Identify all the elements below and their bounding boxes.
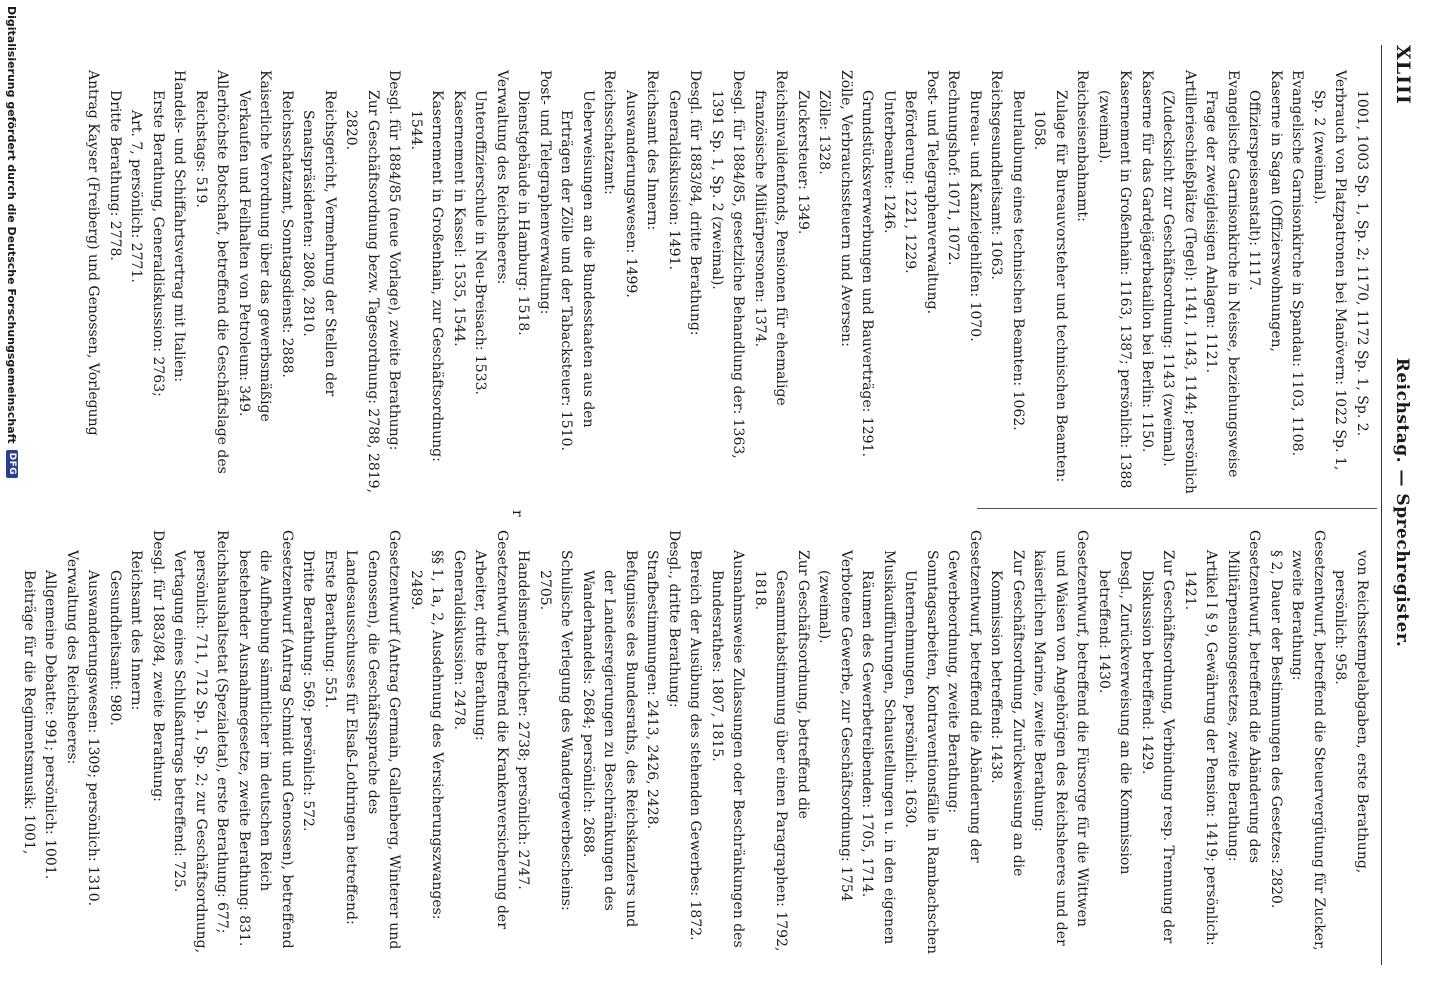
index-entry: Handels- und Schiffahrtsvertrag mit Italien: [171,70,188,383]
index-entry: Unteroffizierschule in Neu-Breisach: 1533. [472,90,489,395]
index-entry: Evangelische Garnisonkirche in Spandau: 1103, 1108. [1289,70,1306,457]
index-entry: Post- und Telegraphenverwaltung: [537,70,553,315]
index-entry: Dritte Berathung: 569; persönlich: 572. [300,550,317,832]
index-entry: Kaserne in Sagan (Offizierswohnungen, Offizierspeiseanstalt): 1117. [1246,70,1284,352]
index-entry: Reichseisenbahnamt: [1074,70,1091,222]
index-entry: §§ 1, 1a, 2, Ausdehnung des Versicherungszwanges: 2489. [408,550,446,920]
index-entry: Strafbestimmungen: 2413, 2426, 2428. [644,550,661,830]
index-entry: Bureau- und Kanzleigehilfen: 1070. [967,90,983,342]
index-entry: Verbotene Gewerbe, zur Geschäftsordnung: 1754 (zweimal). [816,550,854,902]
index-entry: Musikaufführungen, Schaustellungen u. in den eigenen Räumen des Gewerbetreibenden: 1705, 1714. [859,550,897,945]
index-entry: Gesetzentwurf, betreffend die Fürsorge für die Wittwen und Waisen von Angehörigen des Reichsheeres und der kaiserlichen Marine, zweite Berathung: [1031,530,1091,946]
index-entry: Verwaltung des Reichsheeres: [494,70,510,285]
index-entry: Zur Geschäftsordnung, Verbindung resp. Trennung der Diskussion betreffend: 1429. [1139,550,1177,944]
index-entry: § 2, Dauer der Bestimmungen des Gesetzes: 2820. [1268,550,1284,909]
index-entry: Desgl., dritte Berathung: [666,530,682,708]
index-entry: Allgemeine Debatte: 991; persönlich: 1001. [42,570,59,880]
digitization-credit [0,0,24,1000]
index-entry: Evangelische Garnisonkirche in Neisse, beziehungsweise Frage der zweigleisigen Anlagen: 1121. [1203,70,1241,478]
index-entry: Desgl. für 1883/84, zweite Berathung: [150,530,166,802]
index-entry: Auswanderungswesen: 1499. [623,90,639,298]
index-entry: Reichsgericht, Vermehrung der Stellen der Senatspräsidenten: 2808, 2810. [300,90,338,397]
index-entry: 1001, 1003 Sp. 1, Sp. 2; 1170, 1172 Sp. 1, Sp. 2. [1354,90,1370,437]
index-entry: Gesetzentwurf, betreffend die Steuervergütung für Zucker, zweite Berathung: [1289,530,1327,951]
signature-mark: r [509,510,525,517]
index-entry: Beiträge für die Regimentsmusik: 1001, [21,570,37,855]
index-entry: Zölle: 1328. [816,90,833,175]
index-entry: Reichshaushaltsetat (Spezialetat), erste Berathung: 677; persönlich: 711, 712 Sp. 1, Sp. 2; zur Geschäftsordnung, Vertagung eines Schlußantrags betreffend: 725. [171,530,231,954]
index-entry: Antrag Kayser (Freiberg) und Genossen, Vorlegung [85,70,102,436]
index-entry: Zur Geschäftsordnung, betreffend die Gesammtabstimmung über einen Paragraphen: 1792, 1818. [752,550,811,952]
index-entry: Erste Berathung: 551. [322,550,338,709]
index-entry: Gesetzentwurf, betreffend die Abänderung der Gewerbeordnung, zweite Berathung: [945,530,983,863]
index-entry: Handelsmeisterbücher: 2738; persönlich: 2747. [515,550,532,890]
index-entry: Kaserne für das Gardejägerbataillon bei Berlin: 1150. [1139,70,1155,453]
index-entry: Verbrauch von Platzpatronen bei Manövern: 1022 Sp. 1, Sp. 2 (zweimal). [1311,70,1349,471]
index-entry: Zölle, Verbrauchssteuern und Aversen: [838,70,854,347]
index-entry: Desgl. für 1884/85, gesetzliche Behandlung der: 1363, 1391 Sp. 1, Sp. 2 (zweimal). [709,70,747,459]
index-entry: Kasernement in Großenhain, zur Geschäftsordnung: 1544. [408,90,446,462]
index-entry: Ueberweisungen an die Bundesstaaten aus den Erträgen der Zölle und der Tabacksteuer: 1510. [558,90,596,451]
index-entry: Gesetzentwurf (Antrag Schmidt und Genossen), betreffend die Aufhebung sämmtlicher im deutschen Reich bestehender Ausnahmegesetze, zweite Berathung: 831. [236,530,295,949]
index-column-right [18,530,1373,955]
index-entry: Allerhöchste Botschaft, betreffend die Geschäftslage des Reichstags: 519. [193,70,231,474]
index-entry: Kasernement in Großenhain: 1163, 1387; persönlich: 1388 (zweimal). [1096,70,1134,489]
index-entry: Kaiserliche Verordnung über das gewerbsmäßige Verkaufen und Feilhalten von Petroleum: 349. [236,70,274,422]
index-entry: Rechnungshof: 1071, 1072. [945,70,962,266]
index-entry: Reichsamt des Innern: [128,550,145,711]
index-entry: Sonntagsarbeiten, Kontraventionsfälle in Rambachschen Unternehmungen, persönlich: 1630. [902,550,940,955]
index-entry: Zulage für Bureauvorsteher und technischen Beamten: 1058. [1031,90,1069,483]
index-column-left [82,70,1372,495]
index-entry: Dritte Berathung: 2778. [107,90,123,261]
index-entry: Art. 7, persönlich: 2771. [128,110,145,283]
index-entry: Kasernement in Kassel: 1535, 1544. [451,90,467,347]
index-entry: Artillerieschießplätze (Tegel): 1141, 1143, 1144; persönlich (Zudecksicht zur Geschäftsordnung: 1143 (zweimal). [1160,70,1198,494]
index-entry: Desgl. für 1883/84, dritte Berathung: [687,70,704,336]
index-entry: Post- und Telegraphenverwaltung. [924,70,940,315]
index-entry: von Reichsstempelabgaben, erste Berathung, persönlich: 958. [1332,550,1370,874]
index-entry: Desgl. für 1884/85 (neue Vorlage), zweite Berathung: [386,70,403,451]
index-entry: Befugnisse des Bundesraths, des Reichskanzlers und der Landesregierungen zu Beschränkungen des Wanderhandels: 2684; persönlich: 2688. [580,550,639,928]
index-entry: Gesetzentwurf, betreffend die Krankenversicherung der Arbeiter, dritte Berathung: [472,530,510,929]
dfg-logo: DFG [6,450,18,479]
index-entry: Grundstücksverwerbungen und Bauverträge: 1291. [859,90,876,457]
index-entry: Desgl., Zurückverweisung an die Kommission betreffend: 1430. [1096,550,1134,875]
index-entry: Generaldiskussion: 2478. [451,550,467,730]
index-entry: Artikel I § 9, Gewährung der Pension: 1419; persönlich: 1421. [1182,550,1220,946]
page-title: Reichstag. — Sprechregister. [1392,357,1412,648]
index-entry: Schulische Verlegung des Wandergewerbescheins: 2705. [537,550,575,911]
index-entry: Bereich der Ausübung des stehenden Gewerbes: 1872. [687,550,704,941]
index-entry: Erste Berathung, Generaldiskussion: 2763; [150,90,166,397]
index-entry: Zuckersteuer: 1349. [795,90,811,235]
page-number: XLIII [1392,45,1414,105]
index-entry: Gesundheitsamt: 980. [107,570,123,726]
column-divider [977,508,1377,509]
header-rule [1381,45,1382,965]
index-entry: Reichsgesundheitsamt: 1063. [988,70,1005,280]
index-entry: Auswanderungswesen: 1309; persönlich: 1310. [85,570,102,907]
index-entry: Reichsamt des Innern: [644,70,661,231]
index-entry: Zur Geschäftsordnung bezw. Tagesordnung: 2788, 2819, 2820. [343,90,381,494]
index-entry: Gesetzentwurf, betreffend die Abänderung des Militärpensionsgesetzes, zweite Berathung: [1225,530,1263,864]
index-entry: Verwaltung des Reichsheeres: [64,550,80,765]
index-entry: Beförderung: 1221, 1229. [902,90,919,274]
index-entry: Ausnahmsweise Zulassungen oder Beschränkungen des Bundesrathes: 1807, 1815. [709,550,747,948]
index-entry: Zur Geschäftsordnung, Zurückweisung an die Kommission betreffend: 1438. [988,550,1026,877]
page-header [1384,45,1424,960]
index-entry: Gesetzentwurf (Antrag Germain, Gallenberg, Winterer und Genossen), die Geschäftssprache des Landesausschusses für Elsaß-Lothringen betreffend: [343,530,403,950]
index-entry: Unterbeamte: 1246. [881,90,897,234]
index-entry: Generaldiskussion: 1491. [666,90,682,270]
index-entry: Reichsschatzamt: [601,70,618,195]
index-entry: Beurlaubung eines technischen Beamten: 1062. [1010,90,1026,431]
index-entry: Reichsinvalidenfonds, Pensionen für ehemalige französische Militärpersonen: 1374. [752,70,790,406]
index-entry: Reichsschatzamt, Sonntagsdienst: 2888. [279,90,295,378]
index-entry: Dienstgebäude in Hamburg: 1518. [515,90,532,336]
digitization-credit-text: Digitalisierung gefördert durch die Deutsche Forschungsgemeinschaft [5,6,19,444]
